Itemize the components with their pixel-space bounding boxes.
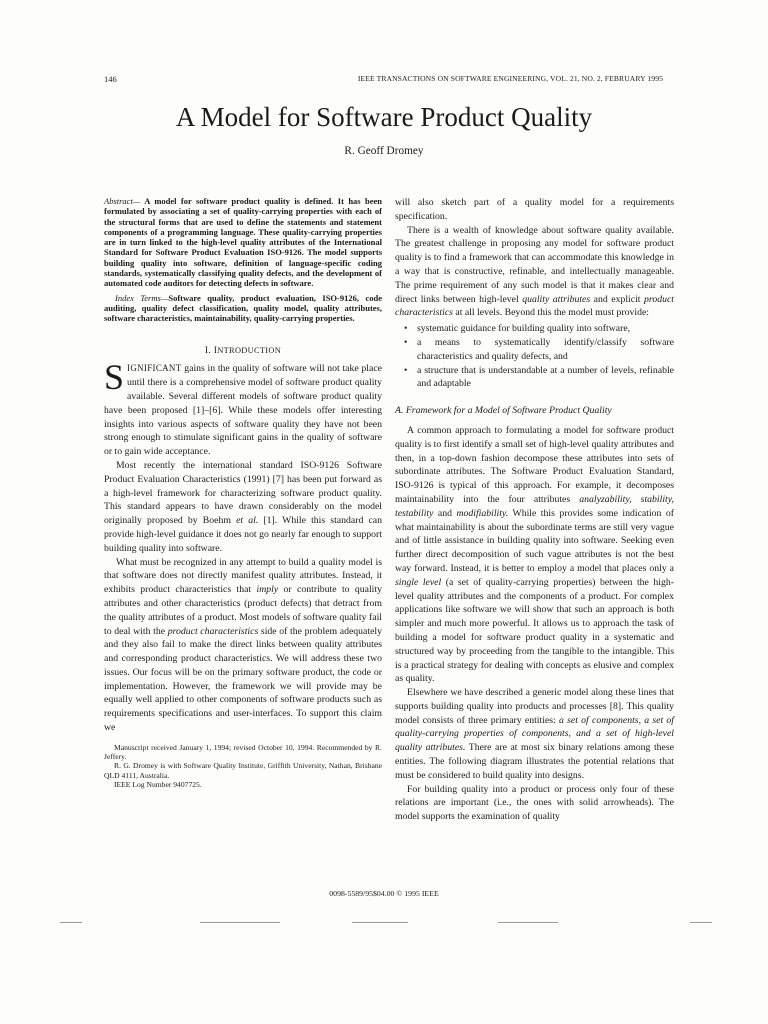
author-name: R. Geoff Dromey (344, 145, 424, 157)
index-terms-label: Index Terms— (115, 292, 169, 303)
right-p3-em1: analyzability, stability, testability (395, 493, 674, 519)
right-p4-a: Elsewhere we have described a generic model along these lines that supports building quality into products and processes [8]. This quality model consists of three primary entities: (395, 687, 674, 726)
left-column (104, 196, 382, 789)
section-heading-initial: I (213, 344, 218, 356)
page-number: 146 (104, 74, 117, 84)
index-terms-text: Software quality, product evaluation, ISO-9126, code auditing, quality defect classification, quality model, quality attributes, software characteristics, maintainability, quality-carrying properties. (104, 292, 382, 324)
scan-rule (352, 922, 408, 923)
right-p4-b: There are at most six binary relations among these entities. The following diagram illustrates the potential relations that must be considered to build quality into designs. (395, 742, 674, 781)
section-numeral: I. (204, 344, 214, 356)
intro-p3-em2: product characteristics (167, 625, 259, 637)
right-p3-em2: modifiability. (456, 507, 509, 519)
subsection-heading: A. Framework for a Model of Software Product Quality (395, 405, 612, 417)
right-p3-a: A common approach to formulating a model for software product quality is to first identify a small set of high-level quality attributes and then, in a top-down fashion decompose these attributes into sets of subordinate attributes. The Software Product Evaluation Standard, ISO-9126 is typical of this approach. For example, it decomposes maintainability into the four attributes (395, 424, 674, 505)
intro-p2-em: et al. (236, 515, 259, 527)
copyright-footer: 0098-5589/95$04.00 © 1995 IEEE (329, 889, 439, 898)
requirements-list (395, 322, 674, 391)
section-heading-introduction (104, 344, 382, 358)
intro-paragraph-2 (104, 459, 382, 556)
list-item: • a means to systematically identify/classify software characteristics and quality defects, and (395, 336, 674, 364)
running-header: IEEE TRANSACTIONS ON SOFTWARE ENGINEERING, VOL. 21, NO. 2, FEBRUARY 1995 (357, 74, 663, 83)
right-p3-d: (a set of quality-carrying properties) between the high-level quality attributes and the components of a product. For complex applications like software we will show that such an approach is both simpler and much more powerful. It allows us to approach the task of building a model for software product quality in a systematic and structured way by proceeding from the tangible to the intangible. This is a practical strategy for dealing with concepts as elusive and complex as quality. (395, 576, 674, 685)
intro-p3-b: or contribute to quality attributes and other characteristics (product defects) that detract from the quality attributes of a product. Most models of software quality fail to deal with the (104, 584, 382, 637)
footnote-affiliation: R. G. Dromey is with Software Quality Institute, Griffith University, Nathan, Brisbane QLD 4111, Australia. (104, 761, 382, 780)
right-paragraph-1: will also sketch part of a quality model for a requirements specification. (395, 197, 674, 222)
right-paragraph-2 (395, 224, 674, 321)
right-paragraph-3 (395, 424, 674, 686)
intro-paragraph-1 (104, 357, 382, 459)
right-p2-a: There is a wealth of knowledge about software quality available. The greatest challenge in proposing any model for software product quality is to find a framework that can accommodate this knowledge in a way that is constructive, refinable, and intellectually manageable. The prime requirement of any such model is that it makes clear and direct links between high-level (395, 224, 674, 305)
intro-paragraph-3 (104, 556, 382, 735)
abstract-text: A model for software product quality is defined. It has been formulated by associating a set of quality-carrying properties with each of the structural forms that are used to define the statements and statement components of a programming language. These quality-carrying properties are in turn linked to the high-level quality attributes of the International Standard for Software Product Evaluation ISO-9126. The model supports building quality into software, definition of language-specific coding standards, systematically classifying quality defects, and the development of automated code auditors for detecting defects in software. (104, 196, 382, 289)
right-p3-b: and (433, 507, 457, 519)
intro-paragraph-1-text: gains in the quality of software will not take place until there is a comprehensive model of software product quality available. Several different models of software product quality have been proposed [1]–[6]. While these models offer interesting insights into various aspects of software quality they have not been strong enough to stimulate significant gains in the quality of software or to gain wide acceptance. (104, 363, 382, 458)
index-terms (104, 293, 382, 324)
intro-p2-a: Most recently the international standard ISO-9126 Software Product Evaluation Characteristics (1991) [7] has been put forward as a high-level framework for characterizing software product quality. This standard appears to have drawn considerably on the model originally proposed by Boehm (104, 459, 382, 527)
paper-title: A Model for Software Product Quality (175, 102, 593, 132)
right-p3-c: While this provides some indication of what maintainability is about the subordinate terms are still very vague and of little assistance in building quality into software. Seeking even further direct decomposition of such vague attributes is not the best way forward. Instead, it is better to employ a model that places only a (395, 507, 674, 574)
right-p2-em1: quality attributes (522, 293, 591, 305)
footnote-log-number: IEEE Log Number 9407725. (114, 780, 202, 790)
right-p2-em2: product characteristics (395, 293, 674, 319)
intro-p3-em1: imply (256, 584, 279, 596)
intro-p2-b: [1]. While this standard can provide high-level guidance it does not go nearly far enough to support building quality into software. (104, 515, 382, 554)
scan-rule (60, 922, 82, 923)
right-p3-em3: single level (395, 576, 442, 588)
right-p2-b: and explicit (590, 293, 645, 305)
list-item: • systematic guidance for building quality into software, (395, 322, 674, 336)
list-item: • a structure that is understandable at a number of levels, refinable and adaptable (395, 364, 674, 392)
first-word: IGNIFICANT (127, 363, 182, 374)
abstract (104, 196, 382, 289)
intro-p3-c: side of the problem adequately and they also fail to make the direct links between quality attributes and corresponding product characteristics. We will address these two issues. Our focus will be on the primary software product, the code or implementation. However, the framework we will provide may be equally well applied to other components of software products such as requirements specifications and user-interfaces. To support this claim we (104, 625, 382, 734)
right-column (395, 196, 674, 824)
intro-p3-a: What must be recognized in any attempt to build a quality model is that software does not directly manifest quality attributes. Instead, it exhibits product characteristics that (104, 556, 382, 596)
right-paragraph-4 (395, 686, 674, 783)
right-paragraph-5: For building quality into a product or process only four of these relations are important (i.e., the ones with solid arrowheads). The model supports the examination of quality (395, 783, 674, 823)
scan-rule (200, 922, 280, 923)
right-p2-c: at all levels. Beyond this the model must provide: (452, 307, 650, 319)
footnote-manuscript: Manuscript received January 1, 1994; revised October 10, 1994. Recommended by R. Jeffery. (104, 742, 382, 762)
section-heading-rest: NTRODUCTION (217, 345, 282, 355)
abstract-label: Abstract— (104, 196, 141, 206)
drop-cap: S (104, 357, 125, 398)
right-p4-em: a set of components, a set of quality-carrying properties of components, and a set of high-level quality attributes. (395, 714, 674, 754)
footnote (104, 743, 382, 789)
scan-rule (690, 922, 712, 923)
scan-rule (498, 922, 558, 923)
